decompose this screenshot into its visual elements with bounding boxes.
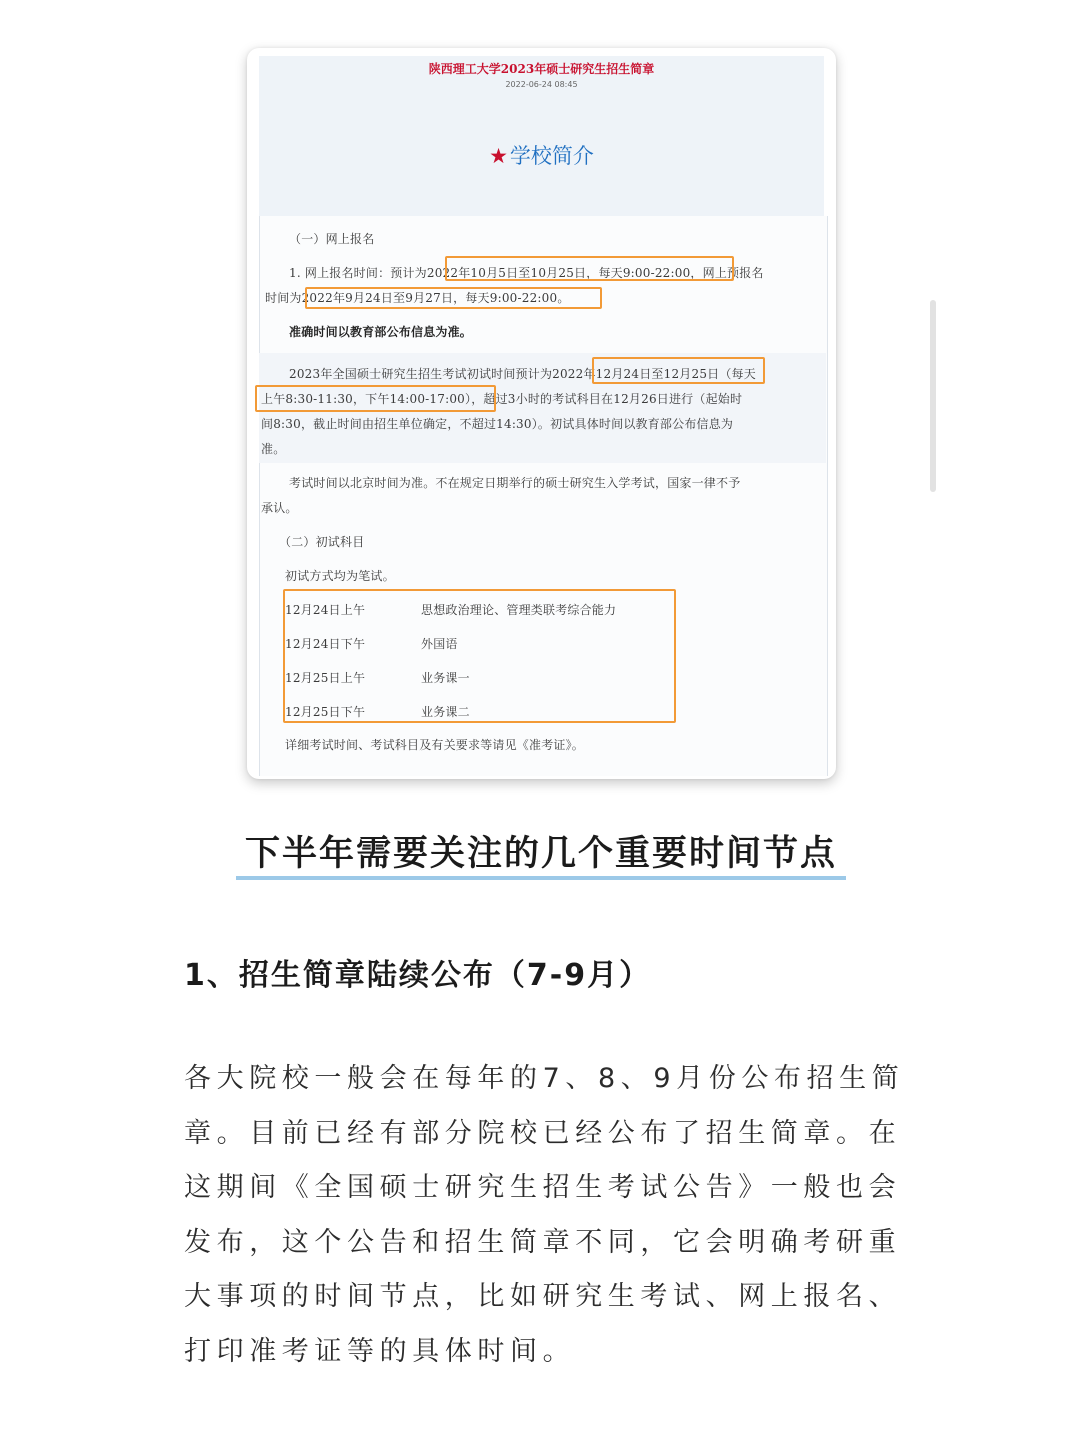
document-date: 2022-06-24 08:45 bbox=[505, 80, 578, 89]
highlight-pre-registration-date bbox=[305, 287, 602, 309]
exam-time-line-3: 间8:30，截止时间由招生单位确定，不超过14:30）。初试具体时间以教育部公布信息为 bbox=[261, 417, 734, 431]
document-page bbox=[247, 48, 836, 779]
section-exam-subjects: （二）初试科目 bbox=[279, 535, 365, 549]
subheading: 1、招生简章陆续公布（7-9月） bbox=[184, 958, 652, 993]
highlight-exam-date bbox=[592, 357, 765, 384]
screenshot-card bbox=[247, 48, 836, 779]
highlight-exam-hours bbox=[255, 385, 496, 412]
paragraph-line: 发布，这个公告和招生简章不同，它会明确考研重 bbox=[184, 1226, 902, 1258]
table-row bbox=[285, 635, 678, 655]
admission-ticket-note: 详细考试时间、考试科目及有关要求等请见《准考证》。 bbox=[285, 738, 585, 752]
scrollbar[interactable] bbox=[930, 300, 936, 492]
schedule-subject: 业务课二 bbox=[421, 705, 470, 719]
section-title-text: 下半年需要关注的几个重要时间节点 bbox=[244, 834, 837, 874]
beijing-time-line-2: 承认。 bbox=[261, 501, 298, 515]
exam-time-line-2: 上午8:30-11:30，下午14:00-17:00），超过3小时的考试科目在12月26日进行（起始时 bbox=[261, 392, 743, 406]
table-row bbox=[285, 601, 678, 621]
intro-heading-text: 学校简介 bbox=[509, 144, 594, 168]
beijing-time-line-1: 考试时间以北京时间为准。不在规定日期举行的硕士研究生入学考试，国家一律不予 bbox=[289, 476, 741, 490]
schedule-date: 12月24日上午 bbox=[285, 603, 366, 617]
schedule-subject: 业务课一 bbox=[421, 671, 470, 685]
table-row bbox=[285, 669, 678, 689]
body-paragraph bbox=[184, 1052, 905, 1380]
written-exam-note: 初试方式均为笔试。 bbox=[285, 569, 395, 583]
schedule-date: 12月24日下午 bbox=[285, 637, 366, 651]
table-row bbox=[285, 703, 678, 723]
intro-heading bbox=[247, 140, 836, 170]
schedule-date: 12月25日下午 bbox=[285, 705, 366, 719]
section-title-underline bbox=[236, 876, 846, 880]
schedule-subject: 思想政治理论、管理类联考综合能力 bbox=[421, 603, 617, 617]
paragraph-line: 大事项的时间节点，比如研究生考试、网上报名、 bbox=[184, 1281, 902, 1313]
exam-schedule-table bbox=[283, 589, 676, 723]
registration-time-line-2: 时间为2022年9月24日至9月27日，每天9:00-22:00。 bbox=[265, 291, 570, 305]
document-title: 陕西理工大学2023年硕士研究生招生简章 bbox=[428, 62, 655, 76]
schedule-date: 12月25日上午 bbox=[285, 671, 366, 685]
registration-note: 准确时间以教育部公布信息为准。 bbox=[289, 325, 473, 339]
paragraph-line: 这期间《全国硕士研究生招生考试公告》一般也会 bbox=[184, 1172, 902, 1204]
paragraph-line: 章。目前已经有部分院校已经公布了招生简章。在 bbox=[184, 1117, 902, 1149]
section-title bbox=[236, 826, 846, 882]
exam-time-line-4: 准。 bbox=[261, 442, 286, 456]
exam-time-line-1: 2023年全国硕士研究生招生考试初试时间预计为2022年12月24日至12月25日（每天 bbox=[289, 367, 756, 381]
registration-time-line-1: 1. 网上报名时间：预计为2022年10月5日至10月25日，每天9:00-22:00，网上预报名 bbox=[289, 266, 764, 280]
star-icon: ★ bbox=[489, 144, 508, 168]
paragraph-line: 打印准考证等的具体时间。 bbox=[184, 1335, 576, 1367]
highlight-registration-date bbox=[445, 256, 734, 281]
paragraph-line: 各大院校一般会在每年的7、8、9月份公布招生简 bbox=[184, 1063, 905, 1094]
schedule-subject: 外国语 bbox=[421, 637, 458, 651]
section-online-registration: （一）网上报名 bbox=[289, 232, 375, 246]
